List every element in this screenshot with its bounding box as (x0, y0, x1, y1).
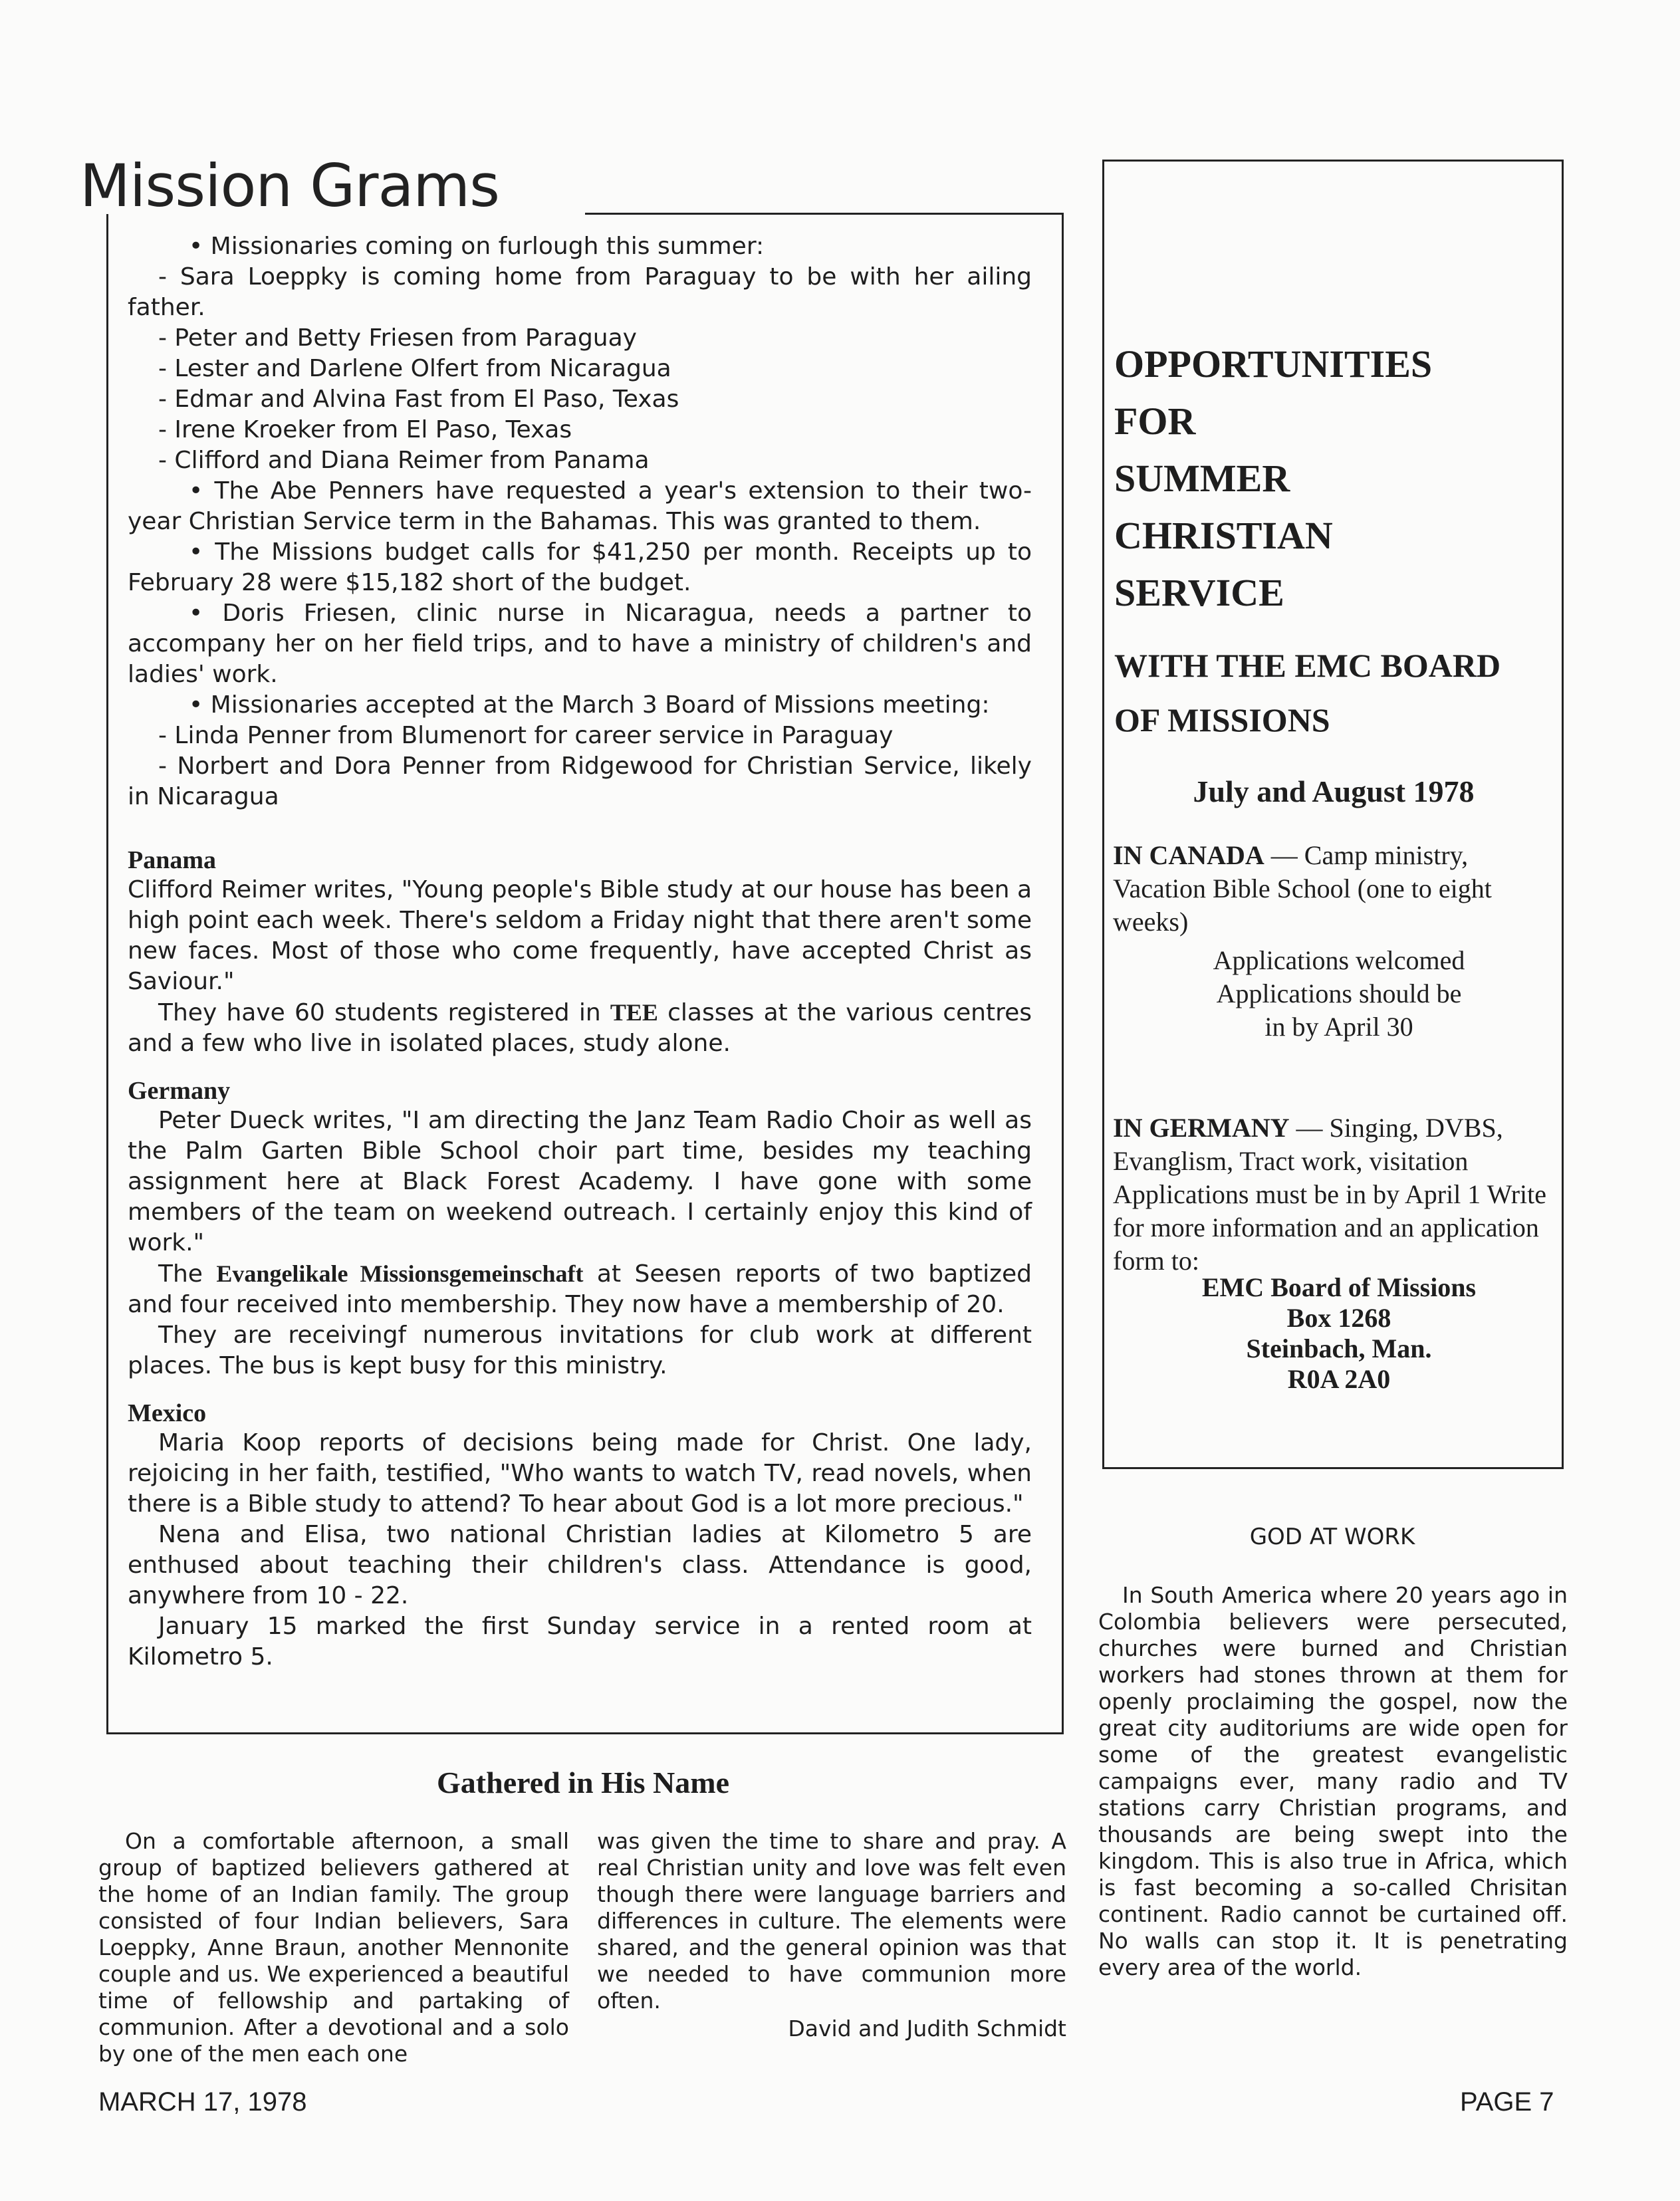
text-run: classes at the various centres and a few who live in isolated places, study alone. (128, 999, 1032, 1057)
heading-line: FOR (1114, 400, 1196, 443)
list-item: - Sara Loeppky is coming home from Paraguay to be with her ailing father. (128, 263, 1032, 321)
text-run: The (158, 1260, 217, 1288)
text-run: at Seesen reports of two baptized and four received into membership. They now have a membership of 20. (128, 1260, 1032, 1318)
address-line: Steinbach, Man. (1246, 1333, 1432, 1363)
text-run: On a comfortable afternoon, a small group of baptized believers gathered at the home of an Indian family. The group consisted of four Indian believers, Sara Loeppky, Anne Braun, another Mennonite couple and us. We experienced a beautiful time of fellowship and partaking of communion. After a devotional and a solo by one of the men each one (98, 1828, 569, 2067)
heading-line: CHRISTIAN (1114, 514, 1333, 557)
opportunities-date: July and August 1978 (1193, 774, 1475, 808)
mexico-heading: Mexico (128, 1399, 207, 1427)
page-number: PAGE 7 (1460, 2087, 1554, 2117)
heading-line: SERVICE (1114, 571, 1284, 614)
gathered-signature: David and Judith Schmidt (788, 2016, 1066, 2041)
god-at-work-body (1098, 1582, 1568, 1981)
bullet-item: • Missionaries accepted at the March 3 Board of Missions meeting: (189, 691, 990, 719)
address-line: Box 1268 (1286, 1303, 1391, 1333)
gathered-title: Gathered in His Name (437, 1766, 729, 1799)
mexico-paragraph: January 15 marked the first Sunday service in a rented room at Kilometro 5. (128, 1613, 1032, 1671)
germany-label: IN GERMANY (1113, 1113, 1290, 1143)
bullet-item: • The Missions budget calls for $41,250 per month. Receipts up to February 28 were $15,182 short of the budget. (128, 538, 1032, 596)
tee-term: TEE (610, 999, 658, 1026)
address-line: R0A 2A0 (1287, 1364, 1391, 1394)
mission-grams-title: Mission Grams (80, 152, 499, 220)
list-item: - Linda Penner from Blumenort for career service in Paraguay (158, 722, 894, 749)
text-run: In South America where 20 years ago in Colombia believers were persecuted, churches were burned and Christian workers had stones thrown at them for openly proclaiming the gospel, now the great city auditoriums are wide open for some of the greatest evangelistic campaigns ever, many radio and TV stations carry Christian programs, and thousands are being swept into the kingdom. This is also true in Africa, which is fast becoming a so-called Chrisitan continent. Radio cannot be curtained off. No walls can stop it. It is penetrating every area of the world. (1098, 1582, 1568, 1980)
bullet-item: • The Abe Penners have requested a year's extension to their two-year Christian Service term in the Bahamas. This was granted to them. (128, 477, 1032, 535)
footer-date: MARCH 17, 1978 (98, 2087, 307, 2117)
heading-line: OPPORTUNITIES (1114, 342, 1433, 386)
text-run: They have 60 students registered in (158, 999, 610, 1026)
list-item: - Edmar and Alvina Fast from El Paso, Texas (158, 386, 679, 413)
canada-applications (1113, 944, 1565, 1044)
mexico-paragraph: Nena and Elisa, two national Christian ladies at Kilometro 5 are enthused about teaching their children's class. Attendance is good, anywhere from 10 - 22. (128, 1521, 1032, 1609)
panama-heading: Panama (128, 846, 216, 874)
mission-grams-content (128, 231, 1032, 1673)
germany-heading: Germany (128, 1077, 231, 1105)
germany-section (1113, 1111, 1565, 1278)
applications-line: Applications welcomed (1213, 945, 1465, 975)
organization-name: Evangelikale Missionsgemeinschaft (216, 1260, 584, 1287)
list-item: - Lester and Darlene Olfert from Nicaragua (158, 355, 671, 382)
canada-section (1113, 839, 1565, 939)
canada-text: — Camp ministry, Vacation Bible School (one to eight weeks) (1113, 840, 1492, 937)
panama-paragraph (128, 997, 1032, 1059)
furlough-intro: • Missionaries coming on furlough this summer: (189, 233, 765, 260)
list-item: - Clifford and Diana Reimer from Panama (158, 447, 650, 474)
opportunities-heading (1114, 336, 1553, 622)
heading-line: WITH THE EMC BOARD (1114, 647, 1501, 684)
address-line: EMC Board of Missions (1201, 1272, 1477, 1302)
germany-paragraph: Peter Dueck writes, "I am directing the Janz Team Radio Choir as well as the Palm Garten Bible School choir part time, besides my teaching assignment here at Black Forest Academy. I have gone with some members of the team on weekend outreach. I certainly enjoy this kind of work." (128, 1107, 1032, 1256)
germany-paragraph (128, 1258, 1032, 1320)
heading-line: SUMMER (1114, 457, 1290, 500)
bullet-item: • Doris Friesen, clinic nurse in Nicaragua, needs a partner to accompany her on her field trips, and to have a ministry of children's and ladies' work. (128, 600, 1032, 688)
list-item: - Norbert and Dora Penner from Ridgewood for Christian Service, likely in Nicaragua (128, 753, 1032, 810)
panama-paragraph: Clifford Reimer writes, "Young people's Bible study at our house has been a high point each week. There's seldom a Friday night that there aren't some new faces. Most of those who come frequently, have accepted Christ as Saviour." (128, 876, 1032, 995)
applications-line: in by April 30 (1264, 1012, 1413, 1042)
god-at-work-title: GOD AT WORK (1249, 1524, 1415, 1550)
applications-line: Applications should be (1216, 979, 1462, 1008)
germany-paragraph: They are receivingf numerous invitations for club work at different places. The bus is kept busy for this ministry. (128, 1322, 1032, 1379)
opportunities-subheading (1114, 638, 1553, 747)
heading-line: OF MISSIONS (1114, 701, 1330, 739)
gathered-column-2: was given the time to share and pray. A real Christian unity and love was felt even though there were language barriers and differences in culture. The elements were shared, and the general opinion was that we needed to have communion more often. (597, 1828, 1066, 2014)
list-item: - Peter and Betty Friesen from Paraguay (158, 324, 637, 352)
germany-text: — Singing, DVBS, Evanglism, Tract work, visitation Applications must be in by April 1 Write for more information and an application form to: (1113, 1113, 1547, 1276)
list-item: - Irene Kroeker from El Paso, Texas (158, 416, 572, 443)
mexico-paragraph: Maria Koop reports of decisions being made for Christ. One lady, rejoicing in her faith, testified, "Who wants to watch TV, read novels, when there is a Bible study to attend? To hear about God is a lot more precious." (128, 1429, 1032, 1518)
gathered-column-1 (98, 1828, 569, 2067)
mailing-address (1113, 1272, 1565, 1395)
canada-label: IN CANADA (1113, 840, 1264, 870)
